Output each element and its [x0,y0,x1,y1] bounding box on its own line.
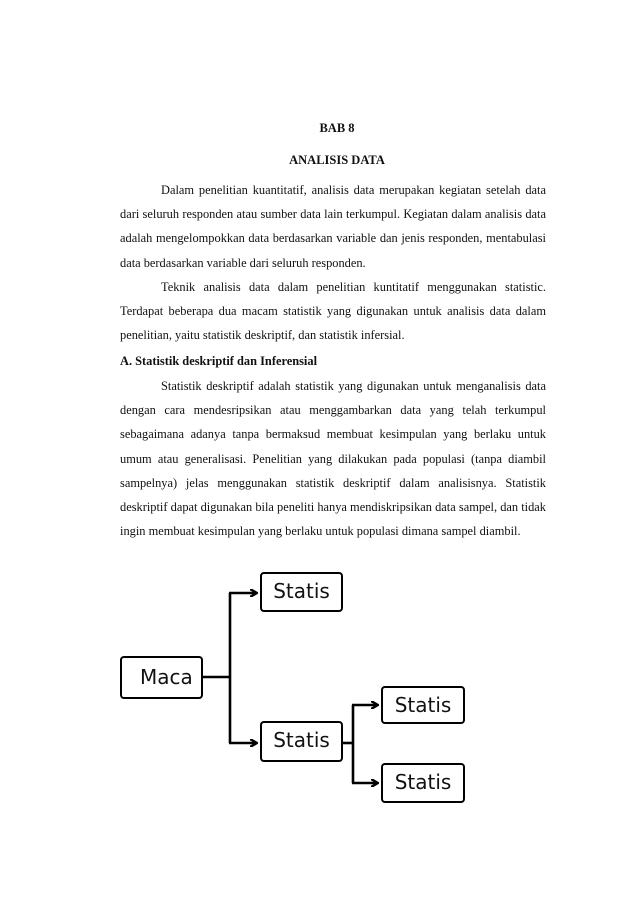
paragraph-descriptive: Statistik deskriptif adalah statistik yang digunakan untuk menganalisis data dengan cara mendesripsikan atau menggambarkan data yang telah terkumpul sebagaimana adanya tanpa bermaksud membuat kesimpulan yang berlaku untuk umum atau generalisasi. Penelitian yang dilakukan pada populasi (tanpa diambil sampelnya) jelas menggunakan statistik deskriptif dalam analisisnya. Statistik deskriptif dapat digunakan bila peneliti hanya mendiskripsikan data sampel, dan tidak ingin membuat kesimpulan yang berlaku untuk populasi dimana sampel diambil. [120,379,546,539]
paragraph-intro: Dalam penelitian kuantitatif, analisis data merupakan kegiatan setelah data dari seluruh responden atau sumber data lain terkumpul. Kegiatan dalam analisis data adalah mengelompokkan data berdasarkan variable dan jenis responden, mentabulasi data berdasarkan variable dari seluruh responden. [120,183,546,270]
diagram-node-top [260,572,343,612]
node-right-bottom-label: Statis [394,770,452,794]
node-right-top-label: Statis [394,693,452,717]
diagram-node-right-bottom [381,763,465,803]
paragraph-technique: Teknik analisis data dalam penelitian kuntitatif menggunakan statistic. Terdapat beberapa dua macam statistik yang digunakan untuk analisis data dalam penelitian, yaitu statistik deskriptif, dan statistik infersial. [120,280,546,343]
chapter-title: ANALISIS DATA [289,153,385,167]
chapter-number: BAB 8 [319,121,355,135]
node-root-label: Maca [140,665,193,689]
diagram-node-right-top [381,686,465,724]
section-heading-a: A. Statistik deskriptif dan Inferensial [120,354,318,368]
diagram-node-bottom [260,721,343,762]
node-bottom-label: Statis [273,728,330,752]
node-top-label: Statis [273,579,330,603]
statistics-tree-diagram [0,560,638,820]
diagram-node-root [120,656,203,699]
